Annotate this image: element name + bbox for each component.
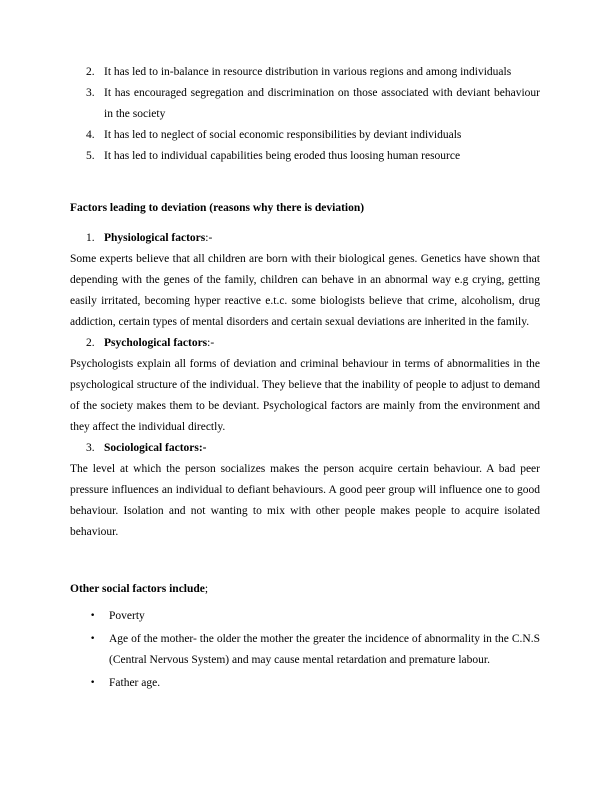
factor-title	[86, 438, 540, 459]
bullet-list-item	[90, 673, 540, 694]
factor-body: Psychologists explain all forms of deviation and criminal behaviour in terms of abnormalities in the psychological structure of the individual. They believe that the inability of people to adjust to demand of the society makes them to be deviant. Psychological factors are mainly from the environment and they affect the individual directly.	[70, 358, 540, 433]
list-item-text: It has led to individual capabilities being eroded thus loosing human resource	[104, 150, 461, 162]
bullet-text: Age of the mother- the older the mother the greater the incidence of abnormality in the C.N.S (Central Nervous System) and may cause mental retardation and premature labour.	[109, 633, 540, 666]
factor-title-bold: Psychological factors	[104, 337, 208, 349]
list-item-number: 5.	[86, 150, 95, 162]
list-item-text: It has led to neglect of social economic responsibilities by deviant individuals	[104, 129, 462, 141]
list-item	[86, 83, 540, 125]
list-item-text: It has encouraged segregation and discrimination on those associated with deviant behaviour in the society	[104, 87, 540, 120]
other-heading-bold: Other social factors include	[70, 583, 205, 595]
list-item	[86, 146, 540, 167]
bullet-icon: •	[90, 678, 96, 688]
factor-number: 1.	[86, 232, 95, 244]
factor-title-suffix: :-	[205, 232, 213, 244]
bullet-icon: •	[90, 634, 96, 644]
list-item-number: 2.	[86, 66, 95, 78]
list-item	[86, 62, 540, 83]
factor-title-bold: Physiological factors	[104, 232, 206, 244]
factor-title	[86, 228, 540, 249]
factor-body: Some experts believe that all children are born with their biological genes. Genetics have shown that depending with the genes of the family, children can behave in an abnormal way e.g crying, getting easily irritated, becoming hyper reactive e.t.c. some biologists believe that crime, alcoholism, drug addiction, certain types of mental disorders and certain sexual deviations are inherited in the family.	[70, 253, 540, 328]
list-item-text: It has led to in-balance in resource distribution in various regions and among individuals	[104, 66, 512, 78]
factor-title	[86, 333, 540, 354]
section-heading-other-factors	[70, 579, 540, 600]
section-heading-factors: Factors leading to deviation (reasons why there is deviation)	[70, 202, 365, 214]
list-item-number: 4.	[86, 129, 95, 141]
factor-title-text	[104, 333, 540, 354]
list-item-number: 3.	[86, 87, 95, 99]
factor-number: 2.	[86, 337, 95, 349]
list-item	[86, 125, 540, 146]
factor-title-text	[104, 438, 540, 459]
factor-title-text	[104, 228, 540, 249]
factor-title-bold: Sociological factors:-	[104, 442, 207, 454]
bullet-text: Father age.	[109, 677, 161, 689]
factor-body: The level at which the person socializes makes the person acquire certain behaviour. A bad peer pressure influences an individual to defiant behaviours. A good peer group will influence one to good behaviour. Isolation and not wanting to mix with other people makes people to acquire isolated behaviour.	[70, 463, 540, 538]
other-heading-suffix: ;	[204, 583, 209, 595]
bullet-list-item	[90, 629, 540, 671]
bullet-list-item	[90, 606, 540, 627]
factor-number: 3.	[86, 442, 95, 454]
bullet-text: Poverty	[109, 610, 145, 622]
factor-title-suffix: :-	[207, 337, 215, 349]
bullet-icon: •	[90, 611, 96, 621]
